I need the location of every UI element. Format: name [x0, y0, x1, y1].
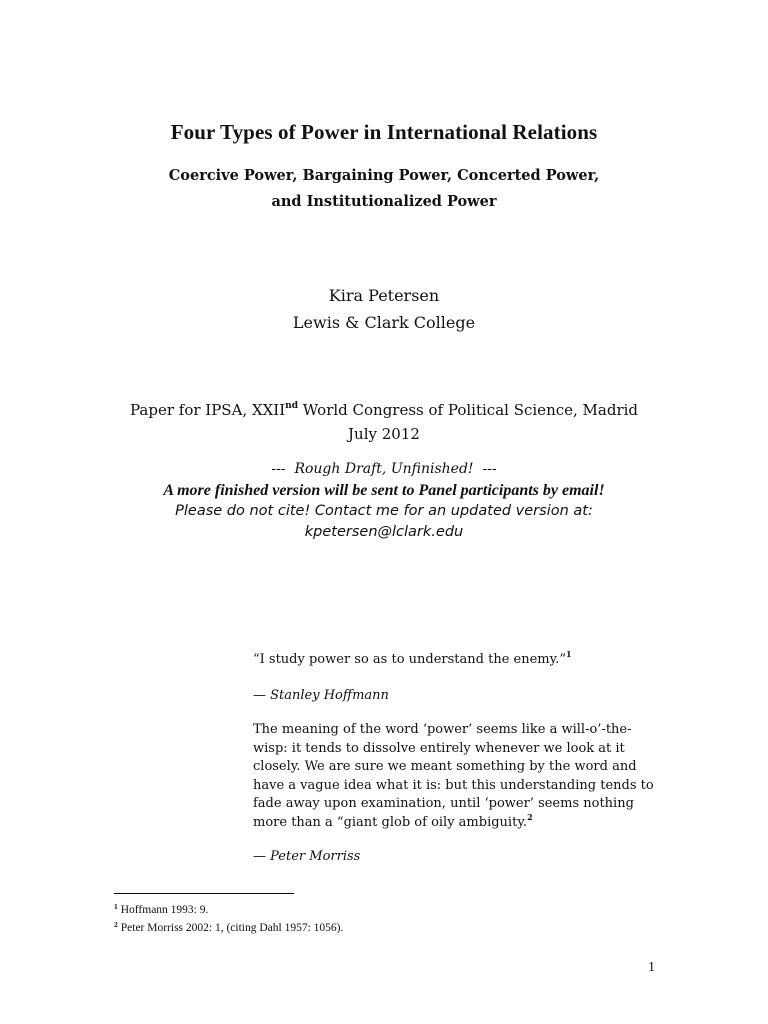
- draft-dashes-right: ---: [473, 461, 497, 477]
- cite-notice: Please do not cite! Contact me for an updated version at:: [175, 503, 593, 519]
- footnote-separator: [114, 893, 294, 894]
- venue-prefix: Paper for IPSA, XXII: [129, 401, 286, 419]
- author-name: Kira Petersen: [328, 286, 440, 305]
- epigraph-attribution-2: — Peter Morriss: [253, 849, 361, 864]
- footnote-ref-1[interactable]: 1: [566, 649, 572, 659]
- venue-ordinal: nd: [285, 401, 298, 411]
- epigraph-quote-1: [253, 651, 663, 670]
- draft-label: Rough Draft, Unfinished!: [294, 461, 474, 477]
- epigraph-quote-1-text: “I study power so as to understand the enemy.”: [253, 652, 567, 667]
- venue-date: July 2012: [348, 425, 420, 443]
- venue-suffix: World Congress of Political Science, Madrid: [298, 401, 639, 419]
- footnote-1: [114, 903, 208, 917]
- panel-notice: A more finished version will be sent to Panel participants by email!: [163, 482, 605, 499]
- footnote-1-number: 1: [114, 902, 118, 911]
- page-number: 1: [648, 960, 655, 975]
- author-block: [0, 282, 768, 336]
- footnote-2-text: Peter Morriss 2002: 1, (citing Dahl 1957: 1056).: [120, 922, 344, 934]
- author-affiliation: Lewis & Clark College: [292, 313, 476, 332]
- subtitle-line-2: and Institutionalized Power: [271, 193, 497, 210]
- epigraph-attribution-1: — Stanley Hoffmann: [253, 688, 389, 703]
- draft-dashes-left: ---: [271, 461, 295, 477]
- epigraph-quote-2-text: The meaning of the word ‘power’ seems like a will-o’-the-wisp: it tends to dissolve entirely whenever we look at it closely. We are sure we meant something by the word and have a vague idea what it is: but this understanding tends to fade away upon examination, until ‘power’ seems nothing more than a “giant glob of oily ambiguity.: [253, 722, 654, 830]
- footnote-ref-2[interactable]: 2: [527, 811, 533, 822]
- venue-line: [0, 398, 768, 422]
- footnote-1-text: Hoffmann 1993: 9.: [120, 904, 209, 916]
- subtitle-line-1: Coercive Power, Bargaining Power, Concerted Power,: [168, 167, 600, 184]
- footnote-2: [114, 921, 343, 935]
- paper-title: Four Types of Power in International Relations: [170, 120, 598, 144]
- contact-email[interactable]: kpetersen@lclark.edu: [304, 524, 464, 540]
- venue-block: [0, 398, 768, 446]
- footnote-2-number: 2: [114, 920, 118, 929]
- paper-subtitle: [0, 163, 768, 215]
- epigraph-quote-2: [253, 721, 663, 832]
- draft-notice: [0, 459, 768, 543]
- draft-line: [0, 459, 768, 480]
